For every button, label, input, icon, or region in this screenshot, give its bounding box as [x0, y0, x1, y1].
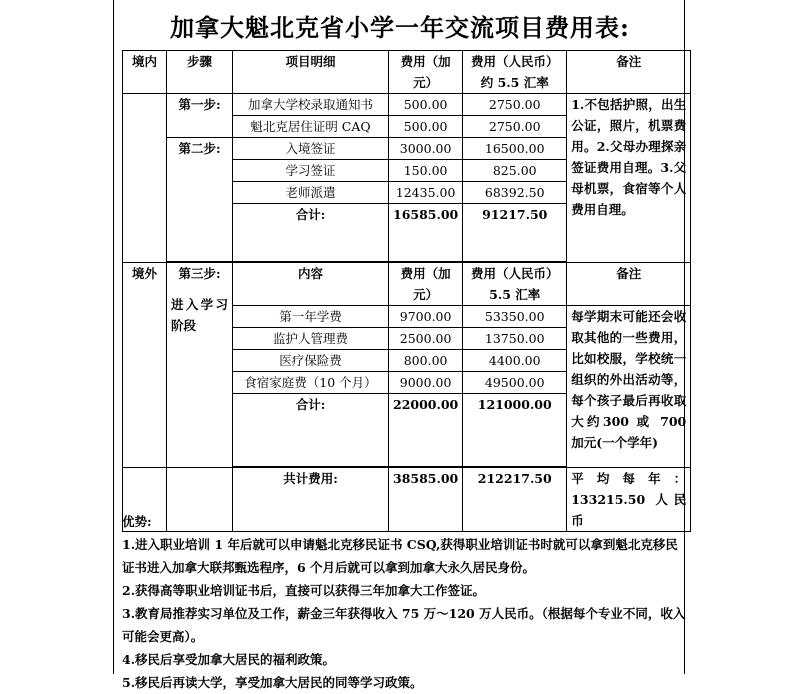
advantage-item: 1.进入职业培训 1 年后就可以申请魁北克移民证书 CSQ,获得职业培训证书时就可以拿到魁北克移民证书进入加拿大联邦甄选程序，6 个月后就可以拿到加拿大永久居民身份。: [122, 537, 678, 575]
section-abroad: 境外: [123, 263, 167, 468]
abroad-header-row: [123, 263, 691, 306]
step3-label: 第三步:: [178, 266, 221, 281]
advantages-heading: 优势:: [122, 514, 152, 529]
header-cad-2: 费用（加元）: [389, 263, 463, 306]
cad-cell: 800.00: [389, 350, 463, 372]
grand-total-label: 共计费用:: [233, 468, 389, 532]
header-note-2: 备注: [567, 263, 691, 306]
rmb-cell: 13750.00: [463, 328, 567, 350]
advantages-section: [122, 510, 688, 694]
cad-cell: 150.00: [389, 160, 463, 182]
header-content: 内容: [233, 263, 389, 306]
cad-cell: 12435.00: [389, 182, 463, 204]
header-note: 备注: [567, 51, 691, 94]
cad-cell: 500.00: [389, 94, 463, 116]
domestic-total-cad: 16585.00: [389, 204, 463, 262]
item-cell: 第一年学费: [233, 306, 389, 328]
step2-label: 第二步:: [167, 138, 233, 262]
abroad-notes: 每学期末可能还会收取其他的一些费用，比如校服，学校统一组织的外出活动等，每个孩子最后再收取大约300 或 700 加元(一个学年): [567, 306, 691, 468]
header-rmb: 费用（人民币）约 5.5 汇率: [463, 51, 567, 94]
advantage-item: 3.教育局推荐实习单位及工作，薪金三年获得收入 75 万～120 万人民币。（根据每个专业不同，收入可能会更高）。: [122, 606, 686, 644]
advantage-item: 4.移民后享受加拿大居民的福利政策。: [122, 652, 336, 667]
item-cell: 医疗保险费: [233, 350, 389, 372]
domestic-total-rmb: 91217.50: [463, 204, 567, 262]
abroad-total-rmb: 121000.00: [463, 394, 567, 467]
item-cell: 老师派遣: [233, 182, 389, 204]
rmb-cell: 16500.00: [463, 138, 567, 160]
item-cell: 入境签证: [233, 138, 389, 160]
grand-total-rmb: 212217.50: [463, 468, 567, 532]
rmb-cell: 2750.00: [463, 116, 567, 138]
item-cell: 魁北克居住证明 CAQ: [233, 116, 389, 138]
item-cell: 加拿大学校录取通知书: [233, 94, 389, 116]
step1-empty: [167, 116, 233, 138]
item-cell: 学习签证: [233, 160, 389, 182]
rmb-cell: 49500.00: [463, 372, 567, 394]
section-domestic: 境内: [123, 51, 167, 94]
stage-label: 进入学习阶段: [171, 297, 228, 333]
header-item: 项目明细: [233, 51, 389, 94]
item-cell: 监护人管理费: [233, 328, 389, 350]
step1-label: 第一步:: [167, 94, 233, 116]
rmb-cell: 2750.00: [463, 94, 567, 116]
page-left-edge: [113, 0, 114, 674]
item-cell: 食宿家庭费（10 个月）: [233, 372, 389, 394]
step3-cell: [167, 263, 233, 468]
advantage-item: 5.移民后再读大学，享受加拿大居民的同等学习政策。: [122, 675, 423, 690]
cad-cell: 500.00: [389, 116, 463, 138]
domestic-header-row: [123, 51, 691, 94]
abroad-total-cad: 22000.00: [389, 394, 463, 467]
header-cad: 费用（加元）: [389, 51, 463, 94]
cad-cell: 9000.00: [389, 372, 463, 394]
cad-cell: 3000.00: [389, 138, 463, 160]
cad-cell: 2500.00: [389, 328, 463, 350]
section-domestic-span: [123, 94, 167, 263]
annual-average: 平均每年：133215.50 人民币: [567, 468, 691, 532]
rmb-cell: 68392.50: [463, 182, 567, 204]
advantage-item: 2.获得高等职业培训证书后，直接可以获得三年加拿大工作签证。: [122, 583, 486, 598]
rmb-cell: 4400.00: [463, 350, 567, 372]
abroad-total-label: 合计:: [233, 394, 389, 467]
domestic-notes: 1.不包括护照，出生公证，照片，机票费用。2.父母办理探亲签证费用自理。3.父母机票，食宿等个人费用自理。: [567, 94, 691, 263]
domestic-total-label: 合计:: [233, 204, 389, 262]
cad-cell: 9700.00: [389, 306, 463, 328]
header-rmb-2: 费用（人民币）5.5 汇率: [463, 263, 567, 306]
rmb-cell: 53350.00: [463, 306, 567, 328]
document-title: 加拿大魁北克省小学一年交流项目费用表:: [170, 13, 630, 42]
table-row: [123, 94, 691, 116]
fee-table: [122, 50, 691, 532]
header-step: 步骤: [167, 51, 233, 94]
grand-total-cad: 38585.00: [389, 468, 463, 532]
rmb-cell: 825.00: [463, 160, 567, 182]
